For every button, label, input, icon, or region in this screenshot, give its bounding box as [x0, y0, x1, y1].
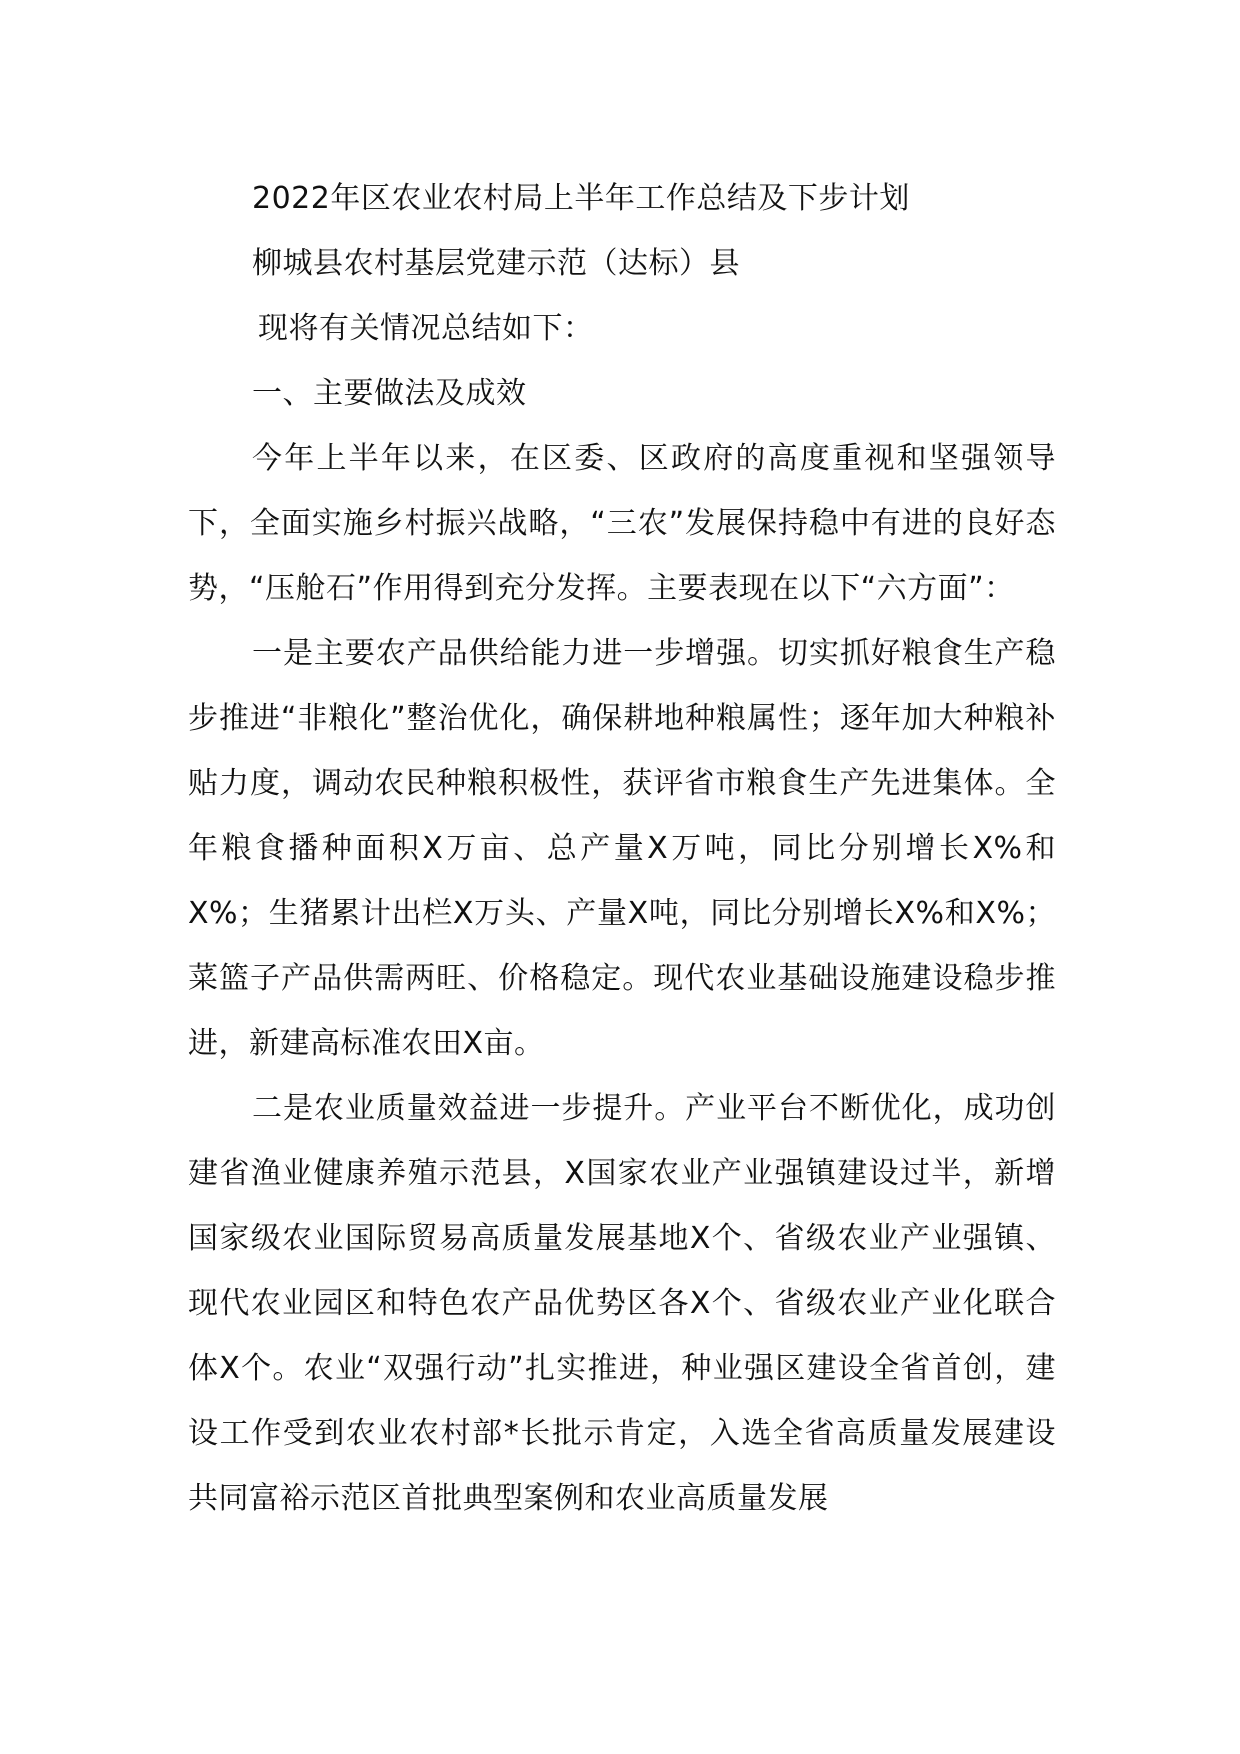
document-body	[188, 166, 1056, 1531]
document-subtitle: 柳城县农村基层党建示范（达标）县	[252, 246, 740, 281]
paragraph-overview: 今年上半年以来，在区委、区政府的高度重视和坚强领导下，全面实施乡村振兴战略，“三农”发展保持稳中有进的良好态势，“压舱石”作用得到充分发挥。主要表现在以下“六方面”：	[188, 441, 1056, 606]
section-heading: 一、主要做法及成效	[252, 376, 527, 411]
document-title: 2022年区农业农村局上半年工作总结及下步计划	[252, 181, 910, 216]
intro-line: 现将有关情况总结如下：	[258, 311, 594, 346]
paragraph-supply: 一是主要农产品供给能力进一步增强。切实抓好粮食生产稳步推进“非粮化”整治优化，确保耕地种粮属性；逐年加大种粮补贴力度，调动农民种粮积极性，获评省市粮食生产先进集体。全年粮食播种面积X万亩、总产量X万吨，同比分别增长X%和X%；生猪累计出栏X万头、产量X吨，同比分别增长X%和X%；菜篮子产品供需两旺、价格稳定。现代农业基础设施建设稳步推进，新建高标准农田X亩。	[188, 636, 1056, 1061]
paragraph-quality: 二是农业质量效益进一步提升。产业平台不断优化，成功创建省渔业健康养殖示范县，X国家农业产业强镇建设过半，新增国家级农业国际贸易高质量发展基地X个、省级农业产业强镇、现代农业园区和特色农产品优势区各X个、省级农业产业化联合体X个。农业“双强行动”扎实推进，种业强区建设全省首创，建设工作受到农业农村部*长批示肯定，入选全省高质量发展建设共同富裕示范区首批典型案例和农业高质量发展	[188, 1091, 1056, 1516]
